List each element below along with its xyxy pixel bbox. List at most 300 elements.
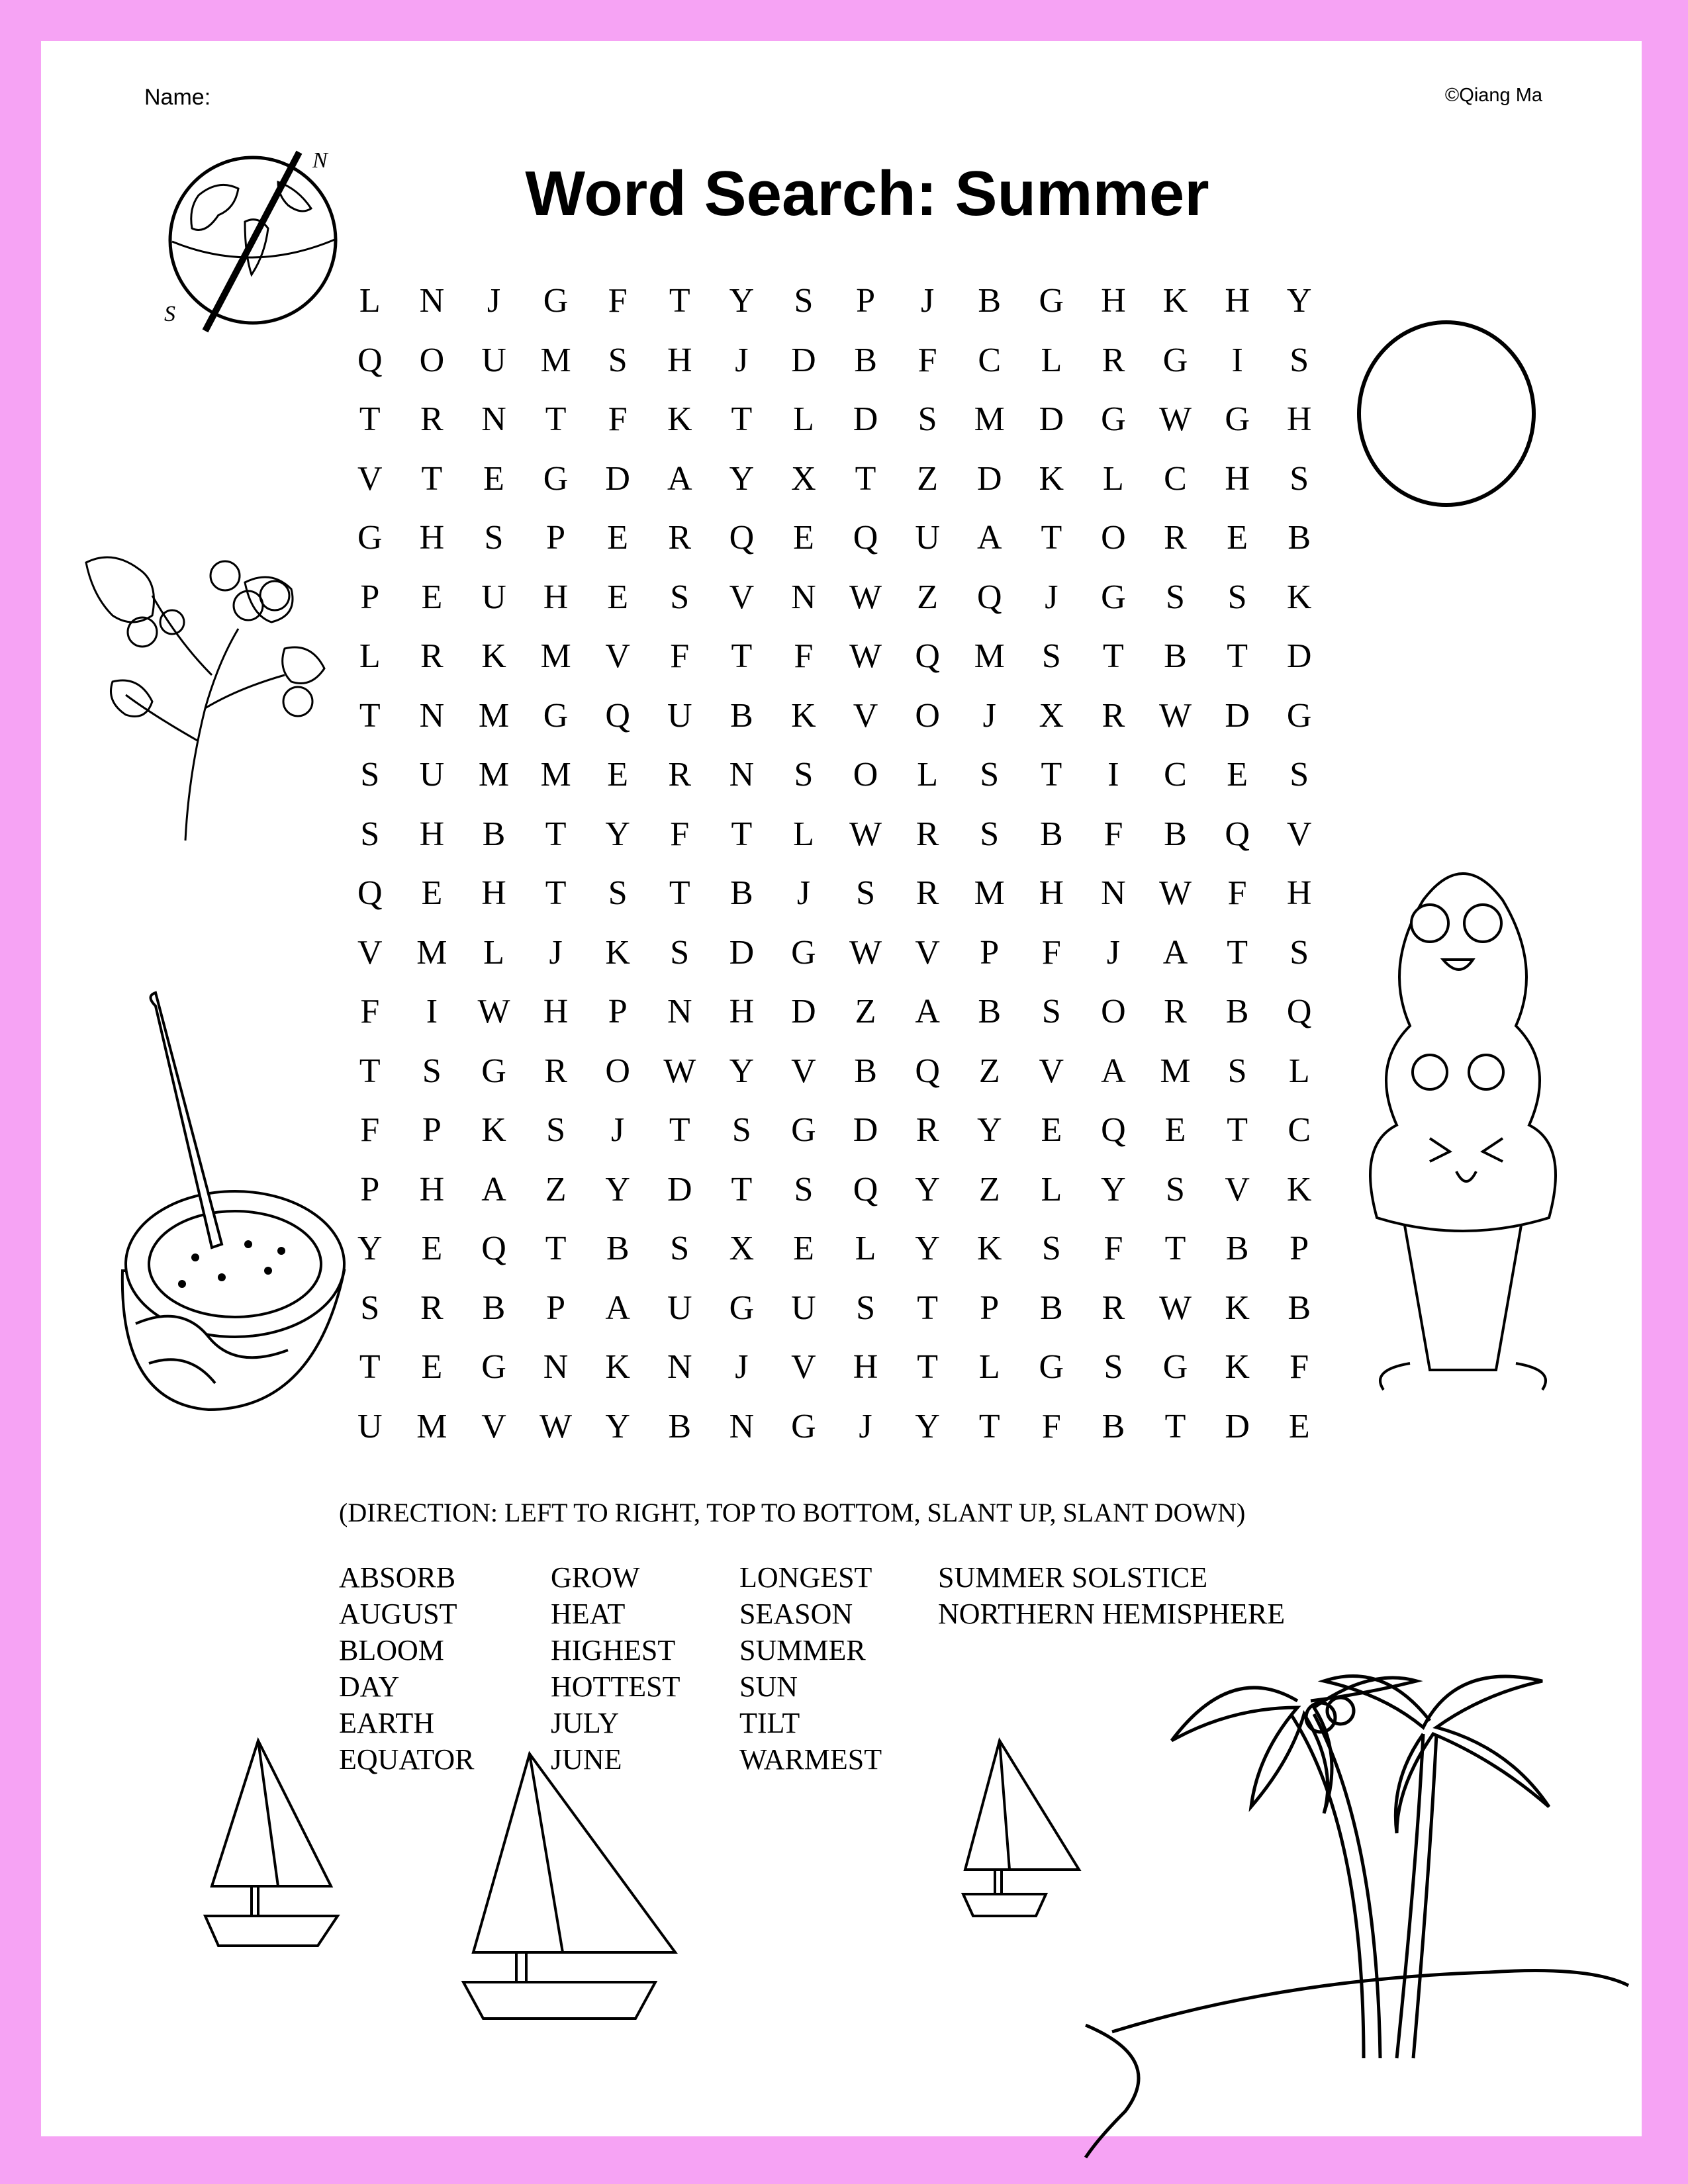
grid-cell[interactable]: G: [481, 1348, 506, 1387]
grid-cell[interactable]: M: [974, 400, 1005, 439]
grid-cell[interactable]: P: [608, 993, 628, 1031]
grid-cell[interactable]: U: [481, 578, 506, 616]
grid-cell[interactable]: H: [1286, 874, 1312, 913]
grid-cell[interactable]: P: [546, 519, 566, 557]
grid-cell[interactable]: G: [1286, 696, 1312, 735]
grid-cell[interactable]: C: [1164, 459, 1187, 498]
grid-cell[interactable]: M: [416, 1407, 447, 1445]
grid-cell[interactable]: V: [1225, 1170, 1250, 1208]
grid-cell[interactable]: Z: [917, 459, 939, 498]
grid-cell[interactable]: O: [605, 1052, 630, 1090]
grid-cell[interactable]: H: [729, 993, 755, 1031]
grid-cell[interactable]: N: [419, 696, 445, 735]
grid-cell[interactable]: K: [1286, 1170, 1312, 1208]
grid-cell[interactable]: J: [735, 1348, 749, 1387]
grid-cell[interactable]: F: [670, 637, 690, 676]
grid-cell[interactable]: M: [416, 933, 447, 972]
grid-cell[interactable]: E: [421, 874, 443, 913]
grid-cell[interactable]: N: [667, 1348, 692, 1387]
grid-cell[interactable]: G: [1162, 341, 1188, 379]
grid-cell[interactable]: S: [856, 874, 875, 913]
grid-cell[interactable]: Z: [545, 1170, 567, 1208]
grid-cell[interactable]: L: [855, 1230, 876, 1268]
grid-cell[interactable]: E: [1041, 1111, 1062, 1150]
grid-cell[interactable]: J: [611, 1111, 625, 1150]
grid-cell[interactable]: Y: [729, 1052, 755, 1090]
grid-cell[interactable]: E: [421, 1230, 443, 1268]
grid-cell[interactable]: N: [791, 578, 816, 616]
grid-cell[interactable]: U: [667, 1289, 692, 1327]
grid-cell[interactable]: Y: [605, 1407, 630, 1445]
grid-cell[interactable]: B: [1164, 637, 1187, 676]
grid-cell[interactable]: C: [1164, 756, 1187, 794]
grid-cell[interactable]: S: [670, 933, 690, 972]
grid-cell[interactable]: L: [1103, 459, 1124, 498]
grid-cell[interactable]: M: [1160, 1052, 1191, 1090]
grid-cell[interactable]: S: [1166, 1170, 1185, 1208]
grid-cell[interactable]: S: [856, 1289, 875, 1327]
grid-cell[interactable]: T: [731, 637, 753, 676]
grid-cell[interactable]: T: [731, 400, 753, 439]
grid-cell[interactable]: B: [1225, 1230, 1249, 1268]
grid-cell[interactable]: Y: [915, 1170, 940, 1208]
grid-cell[interactable]: Y: [976, 1111, 1002, 1150]
grid-cell[interactable]: T: [1041, 756, 1062, 794]
grid-cell[interactable]: E: [1227, 519, 1248, 557]
grid-cell[interactable]: R: [1164, 993, 1187, 1031]
grid-cell[interactable]: F: [670, 815, 690, 853]
grid-cell[interactable]: R: [1102, 1289, 1125, 1327]
grid-cell[interactable]: P: [980, 1289, 1000, 1327]
grid-cell[interactable]: J: [1106, 933, 1121, 972]
grid-cell[interactable]: J: [796, 874, 811, 913]
grid-cell[interactable]: E: [421, 1348, 443, 1387]
grid-cell[interactable]: A: [976, 519, 1002, 557]
grid-cell[interactable]: T: [359, 1348, 381, 1387]
grid-cell[interactable]: V: [605, 637, 630, 676]
grid-cell[interactable]: U: [357, 1407, 383, 1445]
grid-cell[interactable]: X: [729, 1230, 755, 1268]
grid-cell[interactable]: B: [854, 341, 877, 379]
grid-cell[interactable]: M: [540, 341, 571, 379]
grid-cell[interactable]: S: [1227, 578, 1247, 616]
grid-cell[interactable]: S: [608, 341, 628, 379]
grid-cell[interactable]: T: [1164, 1230, 1186, 1268]
grid-cell[interactable]: D: [791, 993, 816, 1031]
grid-cell[interactable]: W: [477, 993, 510, 1031]
grid-cell[interactable]: I: [1231, 341, 1243, 379]
grid-cell[interactable]: S: [794, 1170, 814, 1208]
grid-cell[interactable]: R: [915, 874, 939, 913]
grid-cell[interactable]: G: [1101, 400, 1126, 439]
grid-cell[interactable]: B: [978, 993, 1002, 1031]
grid-cell[interactable]: P: [546, 1289, 566, 1327]
grid-cell[interactable]: L: [793, 815, 814, 853]
grid-cell[interactable]: G: [1225, 400, 1250, 439]
grid-cell[interactable]: J: [1045, 578, 1058, 616]
grid-cell[interactable]: K: [1286, 578, 1312, 616]
grid-cell[interactable]: H: [481, 874, 506, 913]
grid-cell[interactable]: N: [481, 400, 506, 439]
grid-cell[interactable]: V: [357, 459, 383, 498]
grid-cell[interactable]: W: [849, 637, 882, 676]
grid-cell[interactable]: T: [545, 400, 567, 439]
grid-cell[interactable]: S: [1103, 1348, 1123, 1387]
grid-cell[interactable]: T: [731, 815, 753, 853]
grid-cell[interactable]: S: [422, 1052, 442, 1090]
grid-cell[interactable]: R: [420, 1289, 444, 1327]
grid-cell[interactable]: T: [1041, 519, 1062, 557]
grid-cell[interactable]: T: [545, 815, 567, 853]
grid-cell[interactable]: J: [735, 341, 749, 379]
grid-cell[interactable]: Q: [357, 341, 383, 379]
grid-cell[interactable]: H: [419, 815, 445, 853]
grid-cell[interactable]: Q: [976, 578, 1002, 616]
grid-cell[interactable]: S: [360, 1289, 380, 1327]
grid-cell[interactable]: A: [605, 1289, 630, 1327]
grid-cell[interactable]: K: [976, 1230, 1002, 1268]
grid-cell[interactable]: T: [1227, 637, 1248, 676]
grid-cell[interactable]: T: [1103, 637, 1124, 676]
grid-cell[interactable]: K: [1039, 459, 1064, 498]
grid-cell[interactable]: S: [917, 400, 937, 439]
grid-cell[interactable]: F: [608, 282, 628, 320]
grid-cell[interactable]: S: [360, 815, 380, 853]
grid-cell[interactable]: T: [421, 459, 443, 498]
grid-cell[interactable]: H: [419, 519, 445, 557]
grid-cell[interactable]: H: [1101, 282, 1126, 320]
grid-cell[interactable]: T: [669, 1111, 690, 1150]
grid-cell[interactable]: Q: [915, 637, 940, 676]
grid-cell[interactable]: R: [1102, 341, 1125, 379]
grid-cell[interactable]: H: [419, 1170, 445, 1208]
grid-cell[interactable]: P: [856, 282, 875, 320]
grid-cell[interactable]: V: [729, 578, 755, 616]
grid-cell[interactable]: T: [917, 1289, 939, 1327]
grid-cell[interactable]: Z: [917, 578, 939, 616]
grid-cell[interactable]: K: [1225, 1289, 1250, 1327]
grid-cell[interactable]: E: [1227, 756, 1248, 794]
grid-cell[interactable]: T: [731, 1170, 753, 1208]
grid-cell[interactable]: S: [980, 756, 1000, 794]
grid-cell[interactable]: S: [1041, 637, 1061, 676]
grid-cell[interactable]: B: [1039, 1289, 1063, 1327]
grid-cell[interactable]: S: [794, 282, 814, 320]
grid-cell[interactable]: Y: [605, 815, 630, 853]
grid-cell[interactable]: T: [1164, 1407, 1186, 1445]
grid-cell[interactable]: U: [419, 756, 445, 794]
grid-cell[interactable]: B: [730, 874, 753, 913]
grid-cell[interactable]: Q: [605, 696, 630, 735]
grid-cell[interactable]: S: [484, 519, 504, 557]
grid-cell[interactable]: A: [915, 993, 940, 1031]
grid-cell[interactable]: B: [1288, 1289, 1311, 1327]
grid-cell[interactable]: N: [729, 1407, 755, 1445]
grid-cell[interactable]: Q: [357, 874, 383, 913]
grid-cell[interactable]: D: [729, 933, 755, 972]
grid-cell[interactable]: X: [1039, 696, 1064, 735]
grid-cell[interactable]: P: [980, 933, 1000, 972]
grid-cell[interactable]: R: [1102, 696, 1125, 735]
grid-cell[interactable]: Q: [481, 1230, 506, 1268]
grid-cell[interactable]: Y: [1101, 1170, 1126, 1208]
grid-cell[interactable]: T: [359, 696, 381, 735]
grid-cell[interactable]: F: [608, 400, 628, 439]
grid-cell[interactable]: M: [540, 756, 571, 794]
grid-cell[interactable]: D: [605, 459, 630, 498]
grid-cell[interactable]: G: [729, 1289, 755, 1327]
grid-cell[interactable]: E: [1164, 1111, 1186, 1150]
grid-cell[interactable]: E: [793, 519, 814, 557]
grid-cell[interactable]: F: [1103, 1230, 1123, 1268]
grid-cell[interactable]: J: [982, 696, 996, 735]
grid-cell[interactable]: J: [549, 933, 563, 972]
grid-cell[interactable]: P: [360, 578, 380, 616]
grid-cell[interactable]: S: [980, 815, 1000, 853]
grid-cell[interactable]: A: [1101, 1052, 1126, 1090]
grid-cell[interactable]: Q: [915, 1052, 940, 1090]
grid-cell[interactable]: P: [360, 1170, 380, 1208]
grid-cell[interactable]: G: [543, 282, 569, 320]
grid-cell[interactable]: W: [539, 1407, 573, 1445]
grid-cell[interactable]: E: [607, 578, 629, 616]
grid-cell[interactable]: S: [1289, 459, 1309, 498]
grid-cell[interactable]: H: [853, 1348, 878, 1387]
grid-cell[interactable]: S: [794, 756, 814, 794]
grid-cell[interactable]: U: [481, 341, 506, 379]
grid-cell[interactable]: H: [1225, 459, 1250, 498]
grid-cell[interactable]: D: [1225, 696, 1250, 735]
grid-cell[interactable]: W: [663, 1052, 696, 1090]
grid-cell[interactable]: B: [606, 1230, 630, 1268]
grid-cell[interactable]: F: [1227, 874, 1247, 913]
grid-cell[interactable]: B: [482, 1289, 506, 1327]
grid-cell[interactable]: W: [849, 578, 882, 616]
grid-cell[interactable]: D: [1039, 400, 1064, 439]
grid-cell[interactable]: K: [481, 1111, 506, 1150]
grid-cell[interactable]: A: [667, 459, 692, 498]
grid-cell[interactable]: S: [360, 756, 380, 794]
grid-cell[interactable]: D: [853, 400, 878, 439]
grid-cell[interactable]: J: [859, 1407, 872, 1445]
grid-cell[interactable]: V: [791, 1052, 816, 1090]
grid-cell[interactable]: K: [481, 637, 506, 676]
grid-cell[interactable]: C: [978, 341, 1002, 379]
grid-cell[interactable]: L: [793, 400, 814, 439]
grid-cell[interactable]: S: [670, 578, 690, 616]
grid-cell[interactable]: F: [917, 341, 937, 379]
grid-cell[interactable]: W: [1158, 1289, 1192, 1327]
grid-cell[interactable]: F: [360, 993, 380, 1031]
grid-cell[interactable]: Y: [915, 1230, 940, 1268]
grid-cell[interactable]: T: [978, 1407, 1000, 1445]
grid-cell[interactable]: G: [1162, 1348, 1188, 1387]
grid-cell[interactable]: N: [729, 756, 755, 794]
grid-cell[interactable]: M: [974, 637, 1005, 676]
grid-cell[interactable]: L: [1041, 1170, 1062, 1208]
grid-cell[interactable]: D: [791, 341, 816, 379]
grid-cell[interactable]: W: [1158, 874, 1192, 913]
grid-cell[interactable]: R: [915, 1111, 939, 1150]
grid-cell[interactable]: W: [1158, 400, 1192, 439]
grid-cell[interactable]: G: [357, 519, 383, 557]
grid-cell[interactable]: Z: [978, 1052, 1000, 1090]
grid-cell[interactable]: S: [670, 1230, 690, 1268]
grid-cell[interactable]: N: [1101, 874, 1126, 913]
grid-cell[interactable]: R: [420, 637, 444, 676]
grid-cell[interactable]: J: [487, 282, 501, 320]
grid-cell[interactable]: V: [1039, 1052, 1064, 1090]
grid-cell[interactable]: V: [357, 933, 383, 972]
grid-cell[interactable]: T: [1227, 1111, 1248, 1150]
grid-cell[interactable]: S: [1227, 1052, 1247, 1090]
grid-cell[interactable]: G: [791, 1407, 816, 1445]
grid-cell[interactable]: H: [1225, 282, 1250, 320]
grid-cell[interactable]: R: [668, 756, 692, 794]
grid-cell[interactable]: L: [917, 756, 939, 794]
grid-cell[interactable]: L: [1041, 341, 1062, 379]
grid-cell[interactable]: L: [978, 1348, 1000, 1387]
grid-cell[interactable]: G: [1101, 578, 1126, 616]
grid-cell[interactable]: Y: [605, 1170, 630, 1208]
grid-cell[interactable]: M: [478, 696, 510, 735]
grid-cell[interactable]: V: [915, 933, 940, 972]
grid-cell[interactable]: H: [543, 993, 569, 1031]
grid-cell[interactable]: E: [483, 459, 504, 498]
grid-cell[interactable]: S: [1289, 341, 1309, 379]
grid-cell[interactable]: R: [915, 815, 939, 853]
grid-cell[interactable]: O: [1101, 993, 1126, 1031]
grid-cell[interactable]: S: [1041, 993, 1061, 1031]
grid-cell[interactable]: K: [667, 400, 692, 439]
grid-cell[interactable]: B: [730, 696, 753, 735]
grid-cell[interactable]: E: [421, 578, 443, 616]
grid-cell[interactable]: H: [667, 341, 692, 379]
grid-cell[interactable]: Q: [1286, 993, 1312, 1031]
grid-cell[interactable]: G: [1039, 282, 1064, 320]
grid-cell[interactable]: H: [543, 578, 569, 616]
grid-cell[interactable]: Q: [729, 519, 755, 557]
grid-cell[interactable]: D: [1225, 1407, 1250, 1445]
grid-cell[interactable]: T: [855, 459, 876, 498]
grid-cell[interactable]: F: [1041, 1407, 1061, 1445]
grid-cell[interactable]: W: [849, 815, 882, 853]
grid-cell[interactable]: M: [974, 874, 1005, 913]
grid-cell[interactable]: L: [1288, 1052, 1310, 1090]
grid-cell[interactable]: F: [1289, 1348, 1309, 1387]
grid-cell[interactable]: S: [1289, 756, 1309, 794]
grid-cell[interactable]: B: [1102, 1407, 1125, 1445]
grid-cell[interactable]: T: [359, 1052, 381, 1090]
grid-cell[interactable]: T: [917, 1348, 939, 1387]
grid-cell[interactable]: Z: [855, 993, 876, 1031]
grid-cell[interactable]: Y: [729, 282, 755, 320]
grid-cell[interactable]: Y: [1286, 282, 1312, 320]
grid-cell[interactable]: U: [791, 1289, 816, 1327]
grid-cell[interactable]: J: [921, 282, 935, 320]
grid-cell[interactable]: B: [668, 1407, 692, 1445]
grid-cell[interactable]: N: [419, 282, 445, 320]
grid-cell[interactable]: R: [1164, 519, 1187, 557]
grid-cell[interactable]: V: [481, 1407, 506, 1445]
grid-cell[interactable]: N: [667, 993, 692, 1031]
grid-cell[interactable]: D: [853, 1111, 878, 1150]
grid-cell[interactable]: M: [540, 637, 571, 676]
grid-cell[interactable]: E: [607, 519, 629, 557]
grid-cell[interactable]: B: [978, 282, 1002, 320]
grid-cell[interactable]: I: [426, 993, 438, 1031]
grid-cell[interactable]: E: [793, 1230, 814, 1268]
grid-cell[interactable]: S: [1166, 578, 1185, 616]
grid-cell[interactable]: K: [1162, 282, 1188, 320]
grid-cell[interactable]: O: [853, 756, 878, 794]
grid-cell[interactable]: G: [481, 1052, 506, 1090]
grid-cell[interactable]: Q: [853, 519, 878, 557]
grid-cell[interactable]: H: [1039, 874, 1064, 913]
grid-cell[interactable]: O: [419, 341, 445, 379]
grid-cell[interactable]: N: [543, 1348, 569, 1387]
grid-cell[interactable]: D: [976, 459, 1002, 498]
grid-cell[interactable]: Y: [357, 1230, 383, 1268]
grid-cell[interactable]: I: [1107, 756, 1119, 794]
grid-cell[interactable]: Z: [978, 1170, 1000, 1208]
grid-cell[interactable]: B: [854, 1052, 877, 1090]
grid-cell[interactable]: F: [1041, 933, 1061, 972]
grid-cell[interactable]: L: [483, 933, 504, 972]
grid-cell[interactable]: B: [1225, 993, 1249, 1031]
grid-cell[interactable]: T: [1227, 933, 1248, 972]
grid-cell[interactable]: D: [667, 1170, 692, 1208]
grid-cell[interactable]: T: [359, 400, 381, 439]
grid-cell[interactable]: W: [849, 933, 882, 972]
grid-cell[interactable]: Y: [729, 459, 755, 498]
grid-cell[interactable]: F: [1103, 815, 1123, 853]
grid-cell[interactable]: G: [543, 696, 569, 735]
grid-cell[interactable]: X: [791, 459, 816, 498]
grid-cell[interactable]: B: [482, 815, 506, 853]
grid-cell[interactable]: V: [1286, 815, 1312, 853]
grid-cell[interactable]: R: [668, 519, 692, 557]
grid-cell[interactable]: K: [791, 696, 816, 735]
grid-cell[interactable]: Q: [1225, 815, 1250, 853]
grid-cell[interactable]: C: [1288, 1111, 1311, 1150]
grid-cell[interactable]: P: [1289, 1230, 1309, 1268]
grid-cell[interactable]: R: [544, 1052, 567, 1090]
grid-cell[interactable]: L: [359, 282, 381, 320]
grid-cell[interactable]: P: [422, 1111, 442, 1150]
grid-cell[interactable]: Q: [853, 1170, 878, 1208]
grid-cell[interactable]: S: [1289, 933, 1309, 972]
grid-cell[interactable]: G: [791, 1111, 816, 1150]
grid-cell[interactable]: T: [669, 282, 690, 320]
grid-cell[interactable]: T: [545, 874, 567, 913]
grid-cell[interactable]: B: [1164, 815, 1187, 853]
grid-cell[interactable]: G: [791, 933, 816, 972]
grid-cell[interactable]: A: [1162, 933, 1188, 972]
grid-cell[interactable]: R: [420, 400, 444, 439]
grid-cell[interactable]: S: [608, 874, 628, 913]
grid-cell[interactable]: L: [359, 637, 381, 676]
grid-cell[interactable]: K: [605, 933, 630, 972]
grid-cell[interactable]: E: [1288, 1407, 1310, 1445]
grid-cell[interactable]: T: [545, 1230, 567, 1268]
grid-cell[interactable]: G: [543, 459, 569, 498]
grid-cell[interactable]: H: [1286, 400, 1312, 439]
grid-cell[interactable]: E: [607, 756, 629, 794]
grid-cell[interactable]: K: [605, 1348, 630, 1387]
grid-cell[interactable]: F: [794, 637, 814, 676]
grid-cell[interactable]: T: [669, 874, 690, 913]
